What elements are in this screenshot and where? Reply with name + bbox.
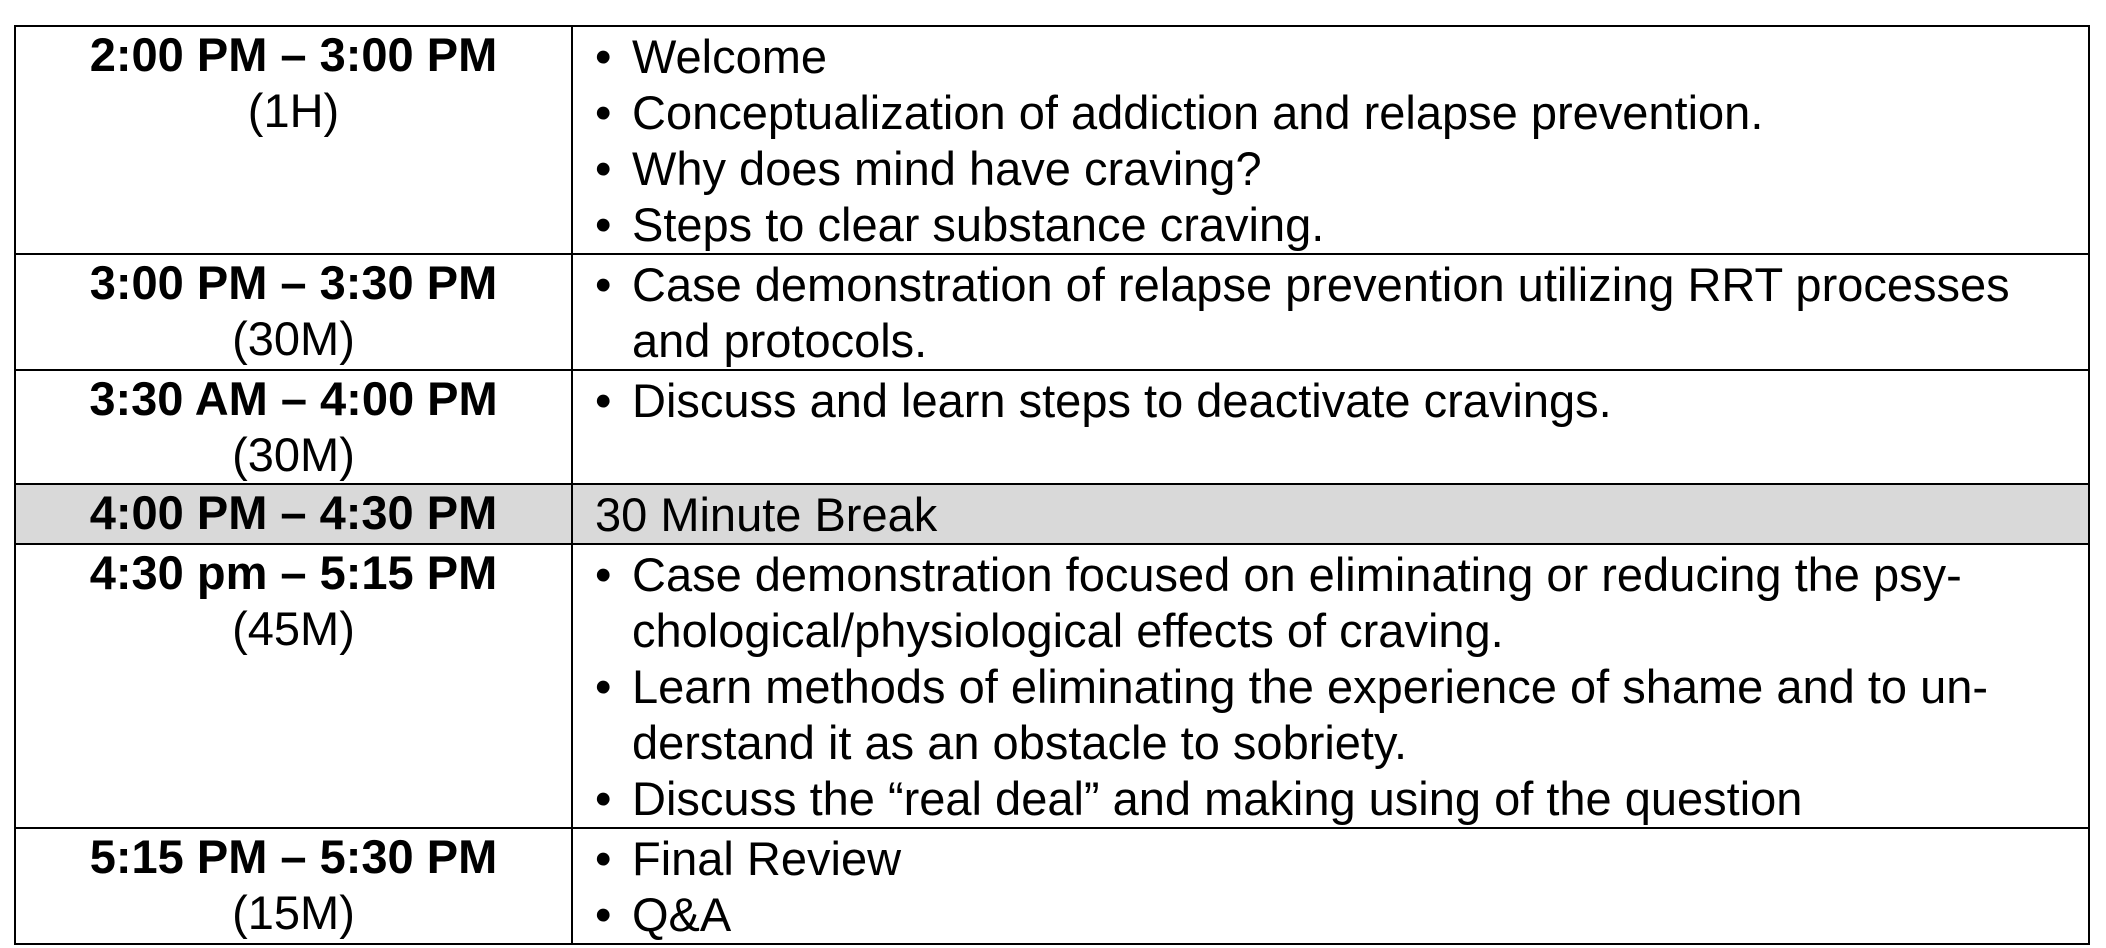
time-cell xyxy=(15,484,572,544)
activity-text: Q&A xyxy=(632,888,732,941)
activity-text: Steps to clear substance craving. xyxy=(632,198,1325,251)
duration: (30M) xyxy=(232,428,355,481)
activity-text: Case demonstration focused on eliminating or reducing the psy-chological/physiological effects of craving. xyxy=(632,548,1962,657)
activity-list xyxy=(595,373,2068,429)
activities-cell xyxy=(572,370,2089,484)
time-cell xyxy=(15,544,572,828)
activity-text: Final Review xyxy=(632,832,902,885)
activity-text: Case demonstration of relapse prevention utilizing RRT processes and protocols. xyxy=(632,258,2010,367)
list-item xyxy=(595,197,2068,253)
table-row xyxy=(15,828,2089,944)
bullet-icon: • xyxy=(595,832,612,885)
activity-list xyxy=(595,29,2068,253)
activities-cell xyxy=(572,828,2089,944)
list-item xyxy=(595,141,2068,197)
table-row xyxy=(15,254,2089,370)
bullet-icon: • xyxy=(595,30,612,83)
time-range: 3:30 AM – 4:00 PM xyxy=(89,372,498,425)
time-cell xyxy=(15,26,572,254)
bullet-icon: • xyxy=(595,548,612,601)
list-item xyxy=(595,29,2068,85)
table-row xyxy=(15,544,2089,828)
time-range: 2:00 PM – 3:00 PM xyxy=(89,28,498,81)
bullet-icon: • xyxy=(595,374,612,427)
list-item xyxy=(595,887,2068,943)
activity-text: Why does mind have craving? xyxy=(632,142,1262,195)
activity-list xyxy=(595,547,2068,827)
time-cell xyxy=(15,828,572,944)
duration: (45M) xyxy=(232,602,355,655)
time-range: 5:15 PM – 5:30 PM xyxy=(89,830,498,883)
list-item xyxy=(595,85,2068,141)
activity-text: Conceptualization of addiction and relapse prevention. xyxy=(632,86,1764,139)
time-cell xyxy=(15,370,572,484)
time-cell xyxy=(15,254,572,370)
bullet-icon: • xyxy=(595,772,612,825)
activity-text: Discuss the “real deal” and making using of the question xyxy=(632,772,1803,825)
activities-cell xyxy=(572,544,2089,828)
list-item xyxy=(595,547,2068,659)
break-row xyxy=(15,484,2089,544)
bullet-icon: • xyxy=(595,888,612,941)
time-range: 3:00 PM – 3:30 PM xyxy=(89,256,498,309)
activities-cell xyxy=(572,254,2089,370)
bullet-icon: • xyxy=(595,86,612,139)
time-range: 4:30 pm – 5:15 PM xyxy=(89,546,498,599)
list-item xyxy=(595,257,2068,369)
activity-text: Welcome xyxy=(632,30,828,83)
list-item xyxy=(595,771,2068,827)
bullet-icon: • xyxy=(595,142,612,195)
duration: (15M) xyxy=(232,886,355,939)
activities-cell xyxy=(572,26,2089,254)
activity-text: Learn methods of eliminating the experience of shame and to un-derstand it as an obstacle to sobriety. xyxy=(632,660,1989,769)
duration: (30M) xyxy=(232,312,355,365)
table-row xyxy=(15,26,2089,254)
list-item xyxy=(595,831,2068,887)
bullet-icon: • xyxy=(595,198,612,251)
table-row xyxy=(15,370,2089,484)
bullet-icon: • xyxy=(595,258,612,311)
activity-list xyxy=(595,257,2068,369)
duration: (1H) xyxy=(247,84,340,137)
break-label: 30 Minute Break xyxy=(595,488,938,541)
time-range: 4:00 PM – 4:30 PM xyxy=(89,486,498,539)
activity-list xyxy=(595,831,2068,943)
bullet-icon: • xyxy=(595,660,612,713)
activity-text: Discuss and learn steps to deactivate cravings. xyxy=(632,374,1612,427)
list-item xyxy=(595,659,2068,771)
schedule-table xyxy=(14,25,2090,945)
break-cell xyxy=(572,484,2089,544)
list-item xyxy=(595,373,2068,429)
